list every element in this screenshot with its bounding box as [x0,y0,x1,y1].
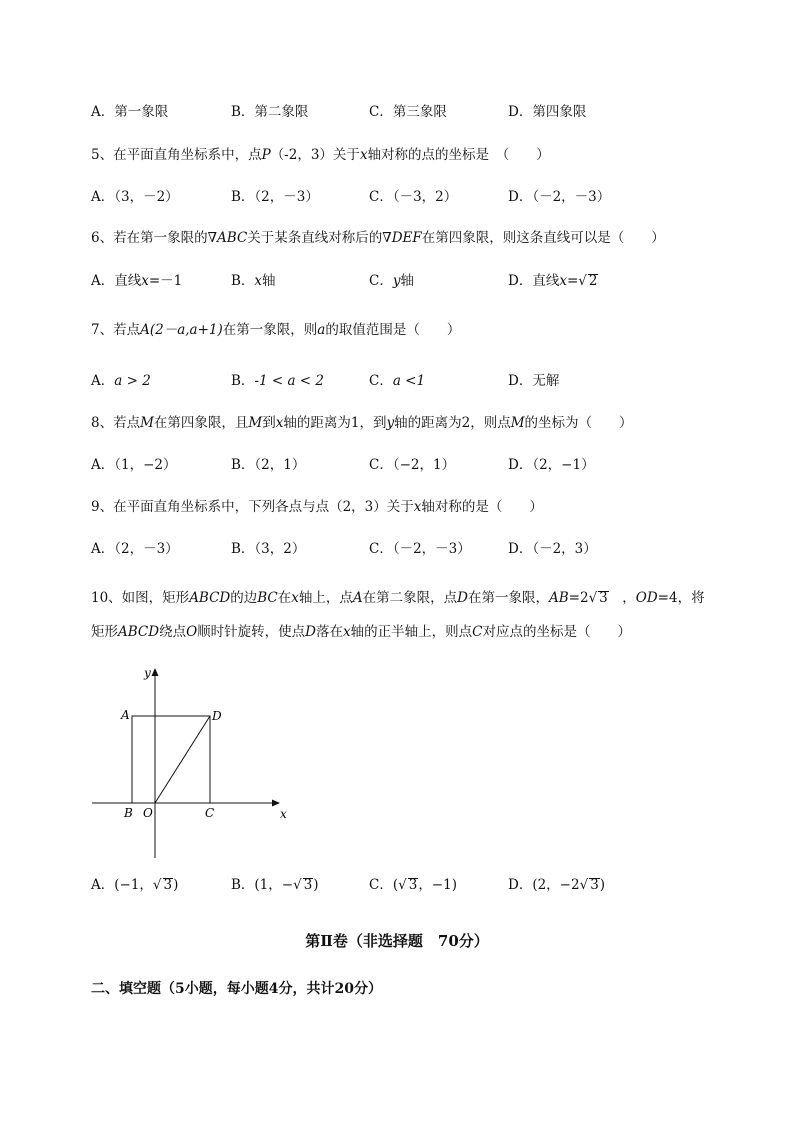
q7-stem-end: 的取值范围是（ ） [325,322,461,338]
q8-option-c: C．（−2，1） [369,457,456,473]
q4-option-d: D．第四象限 [508,104,587,120]
q8-stem-6: 的坐标为（ ） [524,415,633,431]
q10-x: x [291,590,299,606]
q8-point-m2: M [248,415,263,431]
q8-option-d: D．（2，−1） [508,457,595,473]
q6-a-var: x [141,273,149,289]
label-c: C [205,806,215,820]
q8-stem-2: 在第四象限，且 [153,415,249,431]
q10-figure [88,660,298,860]
q4-option-a: A．第一象限 [91,104,169,120]
q7-option-a [91,369,151,389]
q10-text-c: 在 [277,590,292,606]
q6-stem-text: 6、若在第一象限的 [91,230,208,246]
q10-eq2: =4，将 [657,590,705,606]
q9-option-c: C．（－2，－3） [369,541,471,557]
q10-c-rad: 3 [408,877,418,893]
q8-stem-5: 轴的距离为2，则点 [394,415,511,431]
q6-triangle-def: ∇DEF [382,230,422,246]
q10-text-b: 的边 [230,590,258,606]
q5-option-a: A．（3，－2） [91,189,179,205]
q6-option-d: D．直线x=√ 2 [508,273,598,289]
q7-stem-text: 7、若点 [91,322,141,338]
q10-rect-abcd: ABCD [189,590,231,606]
segment-od [155,716,210,803]
q10-eq1: =2 [568,590,589,606]
q8-stem-1: 8、若点 [91,415,141,431]
q10-stem-line2 [91,620,631,640]
q10-side-bc: BC [257,590,278,606]
q10-a-rad: 3 [163,877,173,893]
label-o: O [143,806,153,820]
q10-point-a: A [352,590,363,606]
q6-d-radicand: 2 [588,273,598,289]
q6-d-var: x [559,273,567,289]
q10-seg-od: OD [635,590,658,606]
q10-rect-abcd2: ABCD [118,624,160,640]
q6-b-pre: B． [231,273,255,289]
q10-seg-ab: AB [548,590,569,606]
q9-stem-end: 轴对称的是（ ） [421,499,543,515]
q6-option-a [91,269,182,289]
q10-text-l2c: 顺时针旋转，使点 [197,624,306,640]
label-x: x [280,807,287,821]
q7-stem [91,318,460,338]
q8-option-b: B．（2，1） [231,457,306,473]
q10-option-d: D．(2，−2√ 3) [508,877,606,893]
q6-a-post: =－1 [148,273,183,289]
q6-d-pre: D．直线 [508,273,560,289]
q8-option-a: A．（1，−2） [91,457,177,473]
q6-c-pre: C． [369,273,393,289]
q8-stem-3: 到 [262,415,276,431]
q10-text-d: 轴上，点 [298,590,353,606]
q8-point-m: M [140,415,154,431]
q5-stem-end: 轴对称的点的坐标是 （ ） [367,147,550,163]
q5-option-c: C．（－3，2） [369,189,458,205]
q6-b-post: 轴 [262,273,276,289]
q10-point-c: C [472,624,483,640]
q5-stem-text: 5、在平面直角坐标系中，点 [91,147,262,163]
q7-b-pre: B． [231,373,255,389]
q5-option-d: D．（－2，－3） [508,189,611,205]
q10-stem-line1: 10、如图，矩形ABCD的边BC在x轴上，点A在第二象限，点D在第一象限，AB=2√ 3 ，OD=4，将 [91,590,705,606]
q6-b-var: x [254,273,263,289]
q9-stem-text: 9、在平面直角坐标系中，下列各点与点（2，3）关于 [91,499,414,515]
q9-stem [91,495,543,515]
label-b: B [124,806,133,820]
q10-option-c: C．(√ 3，−1) [369,877,457,893]
q9-axis: x [413,499,422,515]
label-y: y [144,666,151,680]
q10-a-pre: A．(−1， [91,877,153,893]
q10-x2: x [342,624,351,640]
q6-stem-mid: 关于某条直线对称后的 [247,230,383,246]
q6-option-b [231,269,276,289]
q10-text-l2e: 轴的正半轴上，则点 [350,624,473,640]
q10-text-e: 在第二象限，点 [362,590,458,606]
q6-stem-end: 在第四象限，则这条直线可以是（ ） [421,230,665,246]
x-axis-arrow [272,800,280,807]
q5-stem [91,143,550,163]
q7-a-expr: a > 2 [114,373,151,389]
q10-d-pre: D．(2，−2 [508,877,580,893]
q10-d-post: ) [599,877,606,893]
q7-point-expr: A(2－a,a+1) [140,322,223,338]
q10-text-l2f: 对应点的坐标是（ ） [482,624,631,640]
q7-a-pre: A． [91,373,115,389]
q10-a-post: ) [173,877,179,893]
q10-b-post: ) [313,877,319,893]
q7-option-d: D．无解 [508,373,560,389]
q8-stem [91,411,633,431]
label-a: A [121,708,130,722]
q10-c-pre: C．( [369,877,399,893]
q10-option-a: A．(−1，√ 3) [91,877,179,893]
q7-option-b [231,369,324,389]
q6-a-pre: A．直线 [91,273,142,289]
q7-var: a [317,322,326,338]
q9-option-a: A．（2，－3） [91,541,179,557]
q7-c-expr: a <1 [392,373,426,389]
q10-b-pre: B．(1，− [231,877,294,893]
part2-title: 第Ⅱ卷（非选择题 70分） [305,932,489,950]
q10-point-d: D [457,590,468,606]
q7-option-c [369,369,425,389]
q10-text-a: 10、如图，矩形 [91,590,190,606]
q8-y: y [386,415,395,431]
q7-c-pre: C． [369,373,393,389]
label-d: D [212,709,222,723]
q5-axis: x [359,147,368,163]
y-axis-arrow [152,668,159,676]
q4-option-c: C．第三象限 [369,104,447,120]
q6-option-c [369,269,414,289]
q9-option-d: D．（－2，3） [508,541,597,557]
q4-option-b: B．第二象限 [231,104,309,120]
q10-option-b: B．(1，−√ 3) [231,877,319,893]
q10-text-l2b: 绕点 [159,624,187,640]
q7-b-expr: -1 < a < 2 [254,373,324,389]
q8-stem-4: 轴的距离为1，到 [283,415,387,431]
rectangle-abcd [132,716,210,803]
q5-option-b: B．（2，－3） [231,189,319,205]
q10-radicand: 3 [599,590,608,606]
q6-triangle-abc: ∇ABC [207,230,248,246]
q10-c-post: ，−1) [418,877,457,893]
q10-point-d2: D [305,624,316,640]
q10-text-l2d: 落在 [315,624,343,640]
q10-point-o: O [186,624,198,640]
q6-stem [91,226,665,246]
q6-d-eq: = [566,273,579,289]
q6-c-var: y [392,273,401,289]
q10-b-rad: 3 [303,877,313,893]
q8-point-m3: M [510,415,525,431]
section2-heading: 二、填空题（5小题，每小题4分，共计20分） [91,981,382,997]
q6-c-post: 轴 [400,273,414,289]
q10-d-rad: 3 [590,877,599,893]
q9-option-b: B．（3，2） [231,541,306,557]
q8-x: x [275,415,284,431]
q5-stem-text2: （-2，3）关于 [270,147,360,163]
q10-text-l2a: 矩形 [91,624,118,640]
q7-stem-mid: 在第一象限，则 [222,322,318,338]
q10-text-f: 在第一象限， [467,590,549,606]
q5-point: P [261,147,271,163]
